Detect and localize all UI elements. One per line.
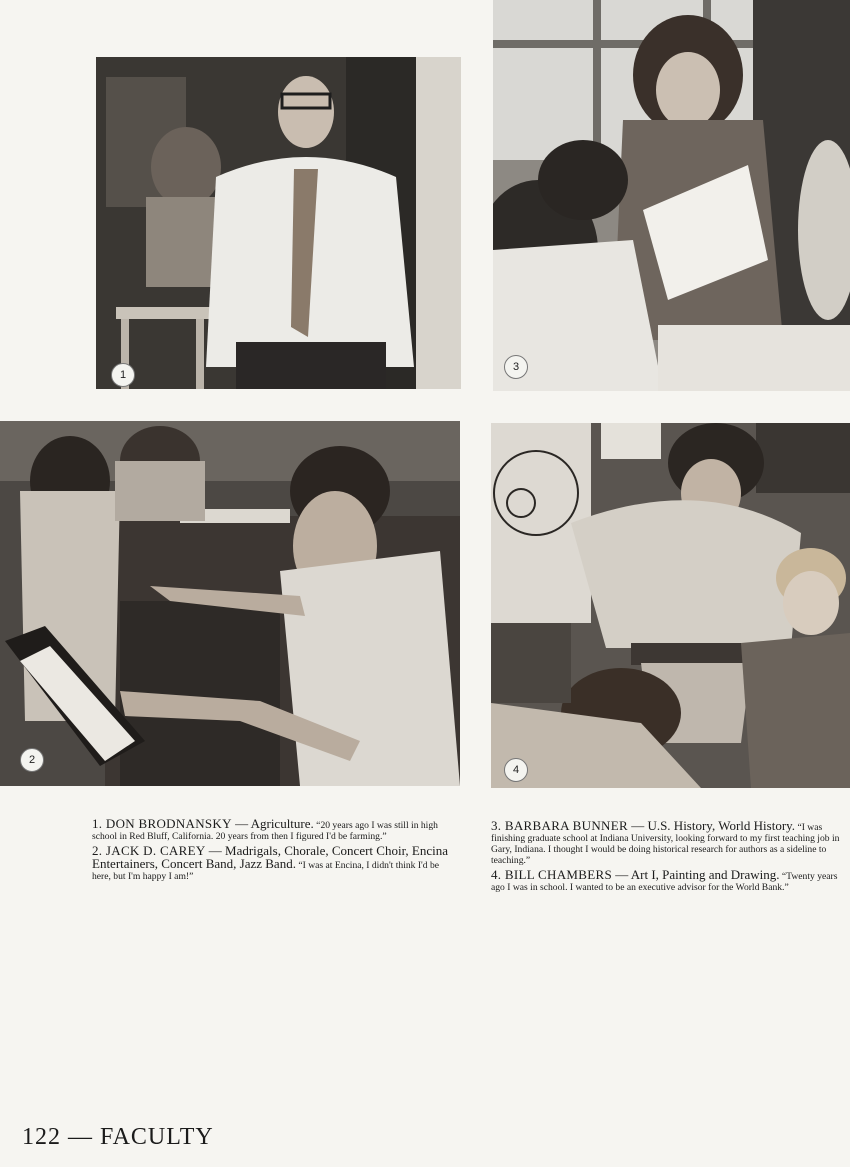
caption-subjects: — Agriculture.: [231, 816, 314, 831]
caption-column-left: [92, 818, 460, 885]
page-footer-label: 122 — FACULTY: [22, 1124, 214, 1150]
photo-3-barbara-bunner: [493, 0, 850, 391]
caption-quote: “I was finishing graduate school at Indiana University, looking forward to my first teaching job in Gary, Indiana. I thought I would be doing historical research for authors as a sideline to teaching.”: [491, 822, 840, 866]
caption-column-right: [491, 820, 847, 896]
caption-name: 3. BARBARA BUNNER: [491, 818, 628, 833]
caption-quote: “20 years ago I was still in high school in Red Bluff, California. 20 years from then I figured I'd be farming.”: [92, 820, 438, 842]
photo-number-badge: 4: [504, 758, 528, 782]
caption-name: 4. BILL CHAMBERS: [491, 867, 612, 882]
caption-subjects: — Madrigals, Chorale, Concert Choir, Encina Entertainers, Concert Band, Jazz Band.: [92, 843, 448, 871]
photo-1-don-brodnansky: [96, 57, 461, 389]
photo-number-badge: 3: [504, 355, 528, 379]
photo-number-badge: 1: [111, 363, 135, 387]
caption-1: [92, 818, 460, 842]
caption-name: 1. DON BRODNANSKY: [92, 816, 232, 831]
photo-number-badge: 2: [20, 748, 44, 772]
caption-name: 2. JACK D. CAREY: [92, 843, 206, 858]
photo-2-jack-carey: [0, 421, 460, 786]
caption-quote: “I was at Encina, I didn't think I'd be here, but I'm happy I am!”: [92, 860, 440, 882]
caption-4: [491, 869, 847, 893]
caption-2: [92, 845, 460, 882]
caption-quote: “Twenty years ago I was in school. I wanted to be an executive advisor for the World Bank.”: [491, 871, 838, 893]
caption-subjects: — Art I, Painting and Drawing.: [611, 867, 780, 882]
caption-3: [491, 820, 847, 866]
caption-subjects: — U.S. History, World History.: [627, 818, 796, 833]
photo-4-bill-chambers: [491, 423, 850, 788]
